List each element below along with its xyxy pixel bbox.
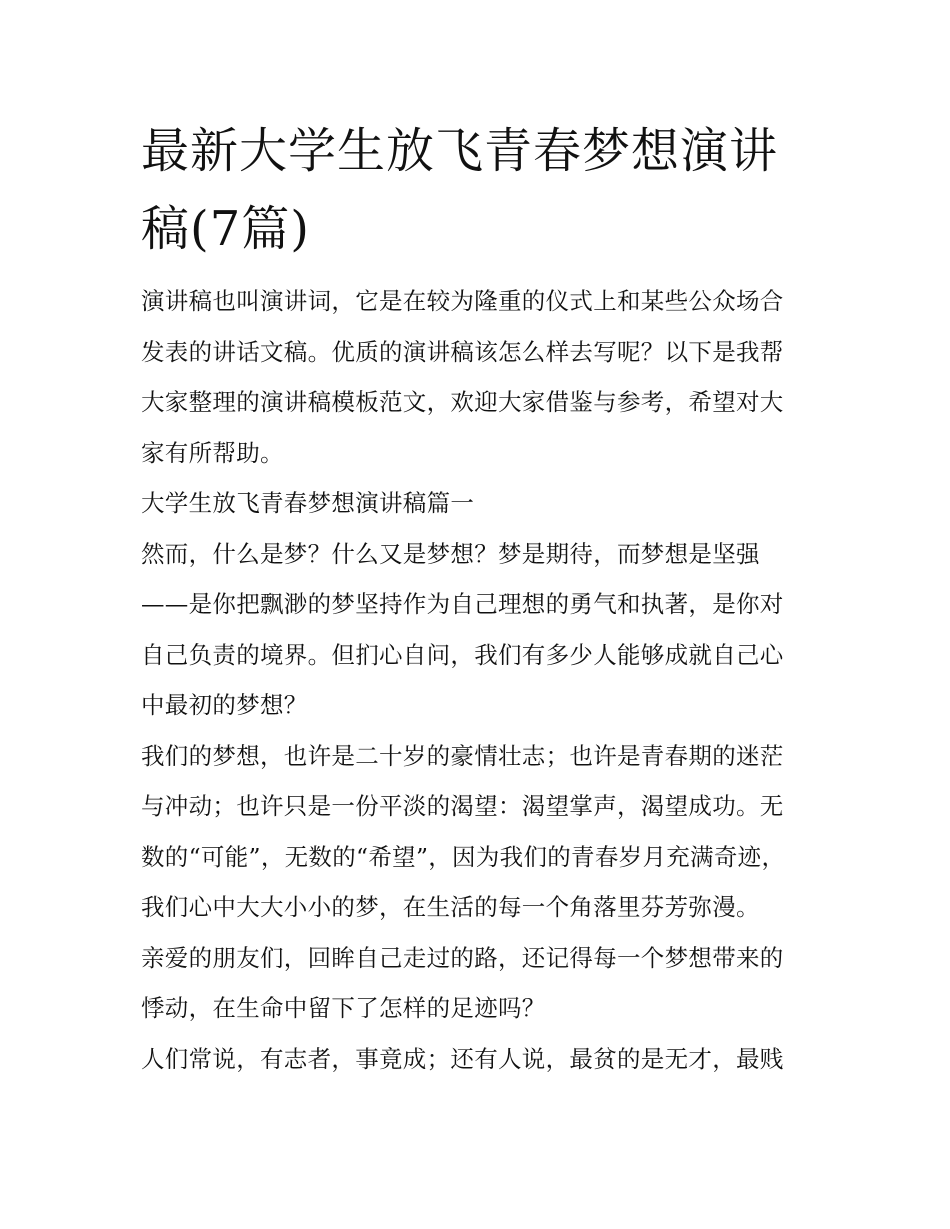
section-heading: 大学生放飞青春梦想演讲稿篇一 <box>141 489 475 517</box>
paragraph-intro: 演讲稿也叫演讲词，它是在较为隆重的仪式上和某些公众场合 发表的讲话文稿。优质的演讲稿该怎么样去写呢？以下是我帮 大家整理的演讲稿模板范文，欢迎大家借鉴与参考，希望对大 家有所帮助。 <box>141 287 784 467</box>
paragraph-what-is-dream: 然而，什么是梦？什么又是梦想？梦是期待，而梦想是坚强 ——是你把飘渺的梦坚持作为自己理想的勇气和执著，是你对 自己负责的境界。但扪心自问，我们有多少人能够成就自己心 中最初的梦想？ <box>141 539 784 719</box>
document-body <box>141 276 821 1084</box>
paragraph-dear-friends: 亲爱的朋友们，回眸自己走过的路，还记得每一个梦想带来的 悸动，在生命中留下了怎样的足迹吗？ <box>141 943 784 1022</box>
paragraph-people-say: 人们常说，有志者，事竟成；还有人说，最贫的是无才，最贱 <box>141 1044 784 1073</box>
paragraph-our-dreams: 我们的梦想，也许是二十岁的豪情壮志；也许是青春期的迷茫 与冲动；也许只是一份平淡的渴望：渴望掌声，渴望成功。无 数的“可能”，无数的“希望”，因为我们的青春岁月充满奇迹， 我们心中大大小小的梦，在生活的每一个角落里芬芳弥漫。 <box>141 741 786 921</box>
document-title: 最新大学生放飞青春梦想演讲 稿(7篇) <box>141 123 779 257</box>
